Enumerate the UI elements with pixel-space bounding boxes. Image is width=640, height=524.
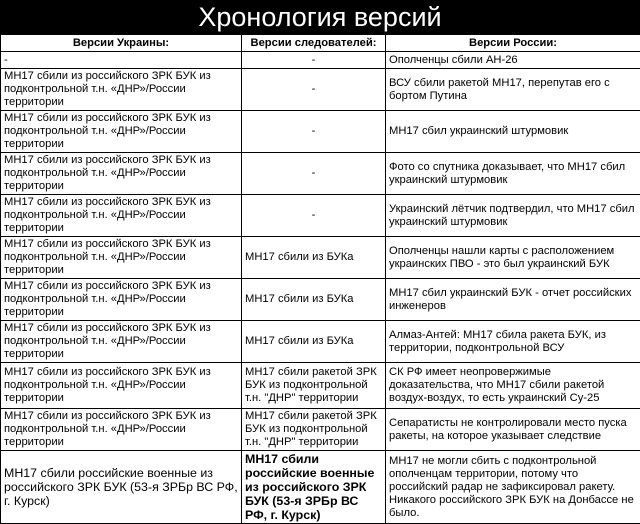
cell-investigators: - (242, 69, 386, 111)
table-row (1, 111, 640, 153)
cell-ukraine: MH17 сбили российские военные из российского ЗРК БУК (53-я ЗРБр ВС РФ, г. Курск) (1, 451, 242, 524)
header-investigators: Версии следователей: (242, 35, 386, 52)
table-row (1, 237, 640, 279)
table-row (1, 409, 640, 451)
cell-investigators: MH17 сбили из БУКа (242, 237, 386, 279)
cell-investigators: MH17 сбили ракетой ЗРК БУК из подконтрольной т.н. "ДНР" территории (242, 409, 386, 451)
cell-investigators: - (242, 52, 386, 69)
versions-table (0, 34, 640, 524)
cell-ukraine: MH17 сбили из российского ЗРК БУК из подконтрольной т.н. «ДНР»/России территории (1, 279, 242, 321)
cell-russia: MH17 сбил украинский штурмовик (386, 111, 640, 153)
cell-russia: Ополченцы сбили АН-26 (386, 52, 640, 69)
table-row (1, 195, 640, 237)
cell-ukraine: MH17 сбили из российского ЗРК БУК из подконтрольной т.н. «ДНР»/России территории (1, 111, 242, 153)
cell-russia: Алмаз-Антей: MH17 сбила ракета БУК, из территории, подконтрольной ВСУ (386, 321, 640, 363)
cell-investigators: MH17 сбили российские военные из российского ЗРК БУК (53-я ЗРБр ВС РФ, г. Курск) (242, 451, 386, 524)
header-row (1, 35, 640, 52)
table-row (1, 451, 640, 524)
cell-ukraine: MH17 сбили из российского ЗРК БУК из подконтрольной т.н. «ДНР»/России территории (1, 237, 242, 279)
table-row (1, 69, 640, 111)
cell-russia: Украинский лётчик подтвердил, что MH17 сбил украинский штурмовик (386, 195, 640, 237)
table-row (1, 52, 640, 69)
cell-russia: СК РФ имеет неопровержимые доказательства, что MH17 сбили ракетой воздух-воздух, то есть украинский Су-25 (386, 363, 640, 409)
cell-investigators: - (242, 111, 386, 153)
cell-investigators: - (242, 195, 386, 237)
cell-russia: MH17 сбил украинский БУК - отчет российских инженеров (386, 279, 640, 321)
header-russia: Версии России: (386, 35, 640, 52)
cell-ukraine: MH17 сбили из российского ЗРК БУК из подконтрольной т.н. «ДНР»/России территории (1, 153, 242, 195)
table-row (1, 279, 640, 321)
cell-russia: MH17 не могли сбить с подконтрольной ополченцам территории, потому что российский радар не зафиксировал ракету. Никакого российского ЗРК БУК на Донбассе не было. (386, 451, 640, 524)
cell-ukraine: MH17 сбили из российского ЗРК БУК из подконтрольной т.н. «ДНР»/России территории (1, 195, 242, 237)
cell-ukraine: MH17 сбили из российского ЗРК БУК из подконтрольной т.н. «ДНР»/России территории (1, 69, 242, 111)
table-row (1, 363, 640, 409)
cell-russia: Сепаратисты не контролировали место пуска ракеты, на которое указывает следствие (386, 409, 640, 451)
cell-investigators: - (242, 153, 386, 195)
cell-ukraine: MH17 сбили из российского ЗРК БУК из подконтрольной т.н. «ДНР»/России территории (1, 363, 242, 409)
cell-ukraine: - (1, 52, 242, 69)
cell-investigators: MH17 сбили из БУКа (242, 279, 386, 321)
cell-ukraine: MH17 сбили из российского ЗРК БУК из подконтрольной т.н. «ДНР»/России территории (1, 409, 242, 451)
cell-investigators: MH17 сбили ракетой ЗРК БУК из подконтрольной т.н. "ДНР" территории (242, 363, 386, 409)
cell-russia: ВСУ сбили ракетой MH17, перепутав его с бортом Путина (386, 69, 640, 111)
cell-investigators: MH17 сбили из БУКа (242, 321, 386, 363)
table-row (1, 321, 640, 363)
table-row (1, 153, 640, 195)
header-ukraine: Версии Украины: (1, 35, 242, 52)
cell-russia: Фото со спутника доказывает, что MH17 сбил украинский штурмовик (386, 153, 640, 195)
page-title: Хронология версий (0, 0, 640, 34)
cell-russia: Ополченцы нашли карты с расположением украинских ПВО - это был украинский БУК (386, 237, 640, 279)
cell-ukraine: MH17 сбили из российского ЗРК БУК из подконтрольной т.н. «ДНР»/России территории (1, 321, 242, 363)
